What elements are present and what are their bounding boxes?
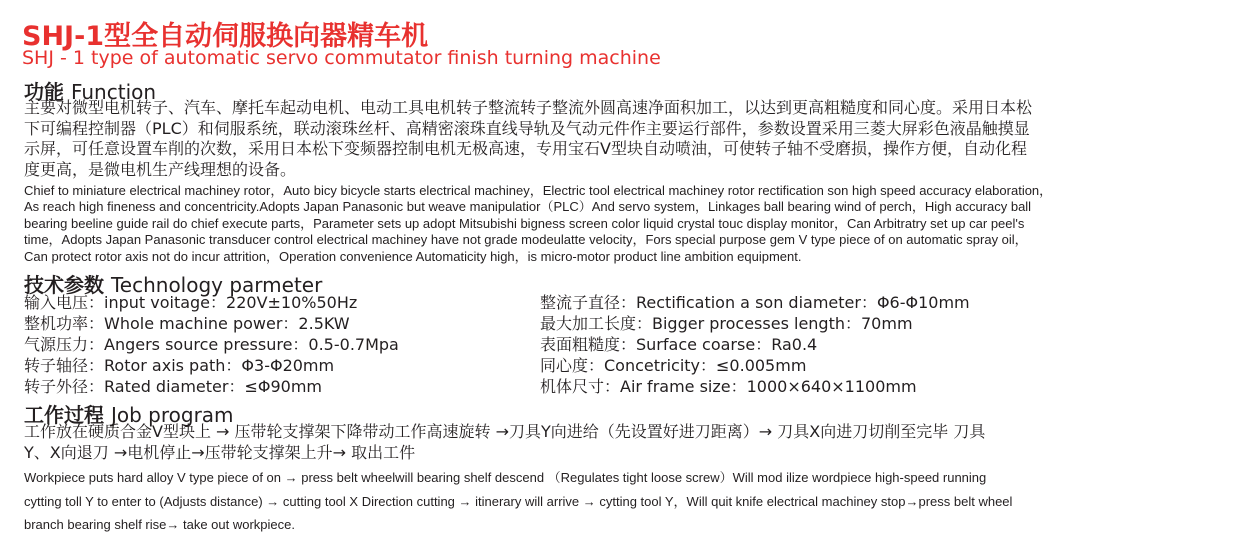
technology-heading-en: Technology parmeter — [110, 273, 323, 297]
job-cn-line: 工作放在硬质合金V型块上 → 压带轮支撑架下降带动工作高速旋转 →刀具Y向进给（先设置好进刀距离）→ 刀具X向进刀切削至完毕 刀具 — [24, 422, 986, 441]
function-cn-line: 下可编程控制器（PLC）和伺服系统，联动滚珠丝杆、高精密滚珠直线导轨及气动元件作主要运行部件，参数设置采用三菱大屏彩色液晶触摸显 — [24, 118, 1030, 138]
function-en-text — [24, 183, 1052, 265]
function-en-line: Chief to miniature electrical machiney rotor，Auto bicy bicycle starts electrical machiney，Electric tool electrical machiney rotor rectification son high speed accuracy elaboration， — [24, 183, 1053, 198]
job-heading-cn: 工作过程 — [24, 403, 104, 427]
spec-machine-power: 整机功率：Whole machine power：2.5KW — [24, 314, 350, 333]
title-cn: SHJ-1型全自动伺服换向器精车机 — [22, 21, 429, 52]
job-heading-en: Job program — [110, 403, 234, 427]
job-cn-line: Y、X向退刀 →电机停止→压带轮支撑架上升→ 取出工件 — [24, 442, 416, 462]
function-cn-line: 度更高，是微电机生产线理想的设备。 — [24, 159, 297, 179]
spec-commutator-diameter: 整流子直径：Rectification a son diameter：Φ6-Φ10mm — [540, 293, 970, 312]
job-en-text — [24, 466, 1012, 537]
job-en-line: cytting toll Y to enter to (Adjusts distance) → cutting tool X Direction cutting → itinerary will arrive → cytting tool Y，Will quit knife electrical machiney stop→press belt wheel — [24, 493, 1013, 509]
spec-input-voltage: 输入电压：input voitage：220V±10%50Hz — [24, 293, 358, 312]
spec-max-length: 最大加工长度：Bigger processes length：70mm — [540, 314, 913, 333]
function-cn-line: 示屏，可任意设置车削的次数，采用日本松下变频器控制电机无极高速，专用宝石V型块自动喷油，可使转子轴不受磨损，操作方便，自动化程 — [24, 139, 1027, 158]
function-en-line: time，Adopts Japan Panasonic transducer control electrical machiney have not grade modeulatte velocity，Fors special purpose gem V type piece of on automatic spray oil， — [24, 232, 1028, 248]
spec-surface-roughness: 表面粗糙度：Surface coarse：Ra0.4 — [540, 335, 818, 354]
job-cn-text — [24, 422, 985, 463]
tech-spec-left — [24, 292, 399, 397]
spec-rotor-axis: 转子轴径：Rotor axis path：Φ3-Φ20mm — [24, 356, 335, 375]
job-en-line: Workpiece puts hard alloy V type piece of on → press belt wheelwill bearing shelf descend （Regulates tight loose screw）Will mod ilize wordpiece high-speed running — [24, 470, 987, 485]
spec-rotor-diameter: 转子外径：Rated diameter：≤Φ90mm — [24, 377, 322, 396]
function-cn-text — [24, 98, 1032, 180]
technology-heading-cn: 技术参数 — [24, 273, 104, 297]
spec-air-pressure: 气源压力：Angers source pressure：0.5-0.7Mpa — [24, 335, 399, 354]
function-en-line: Can protect rotor axis not do incur attrition，Operation convenience Automaticity high，is micro-motor product line ambition equipment. — [24, 248, 802, 264]
function-en-line: As reach high fineness and concentricity.Adopts Japan Panasonic but weave manipulatior（PLC）And servo system，Linkages ball bearing wind of perch，High accuracy ball — [24, 199, 1032, 215]
function-cn-line: 主要对微型电机转子、汽车、摩托车起动电机、电动工具电机转子整流转子整流外圆高速净面积加工，以达到更高粗糙度和同心度。采用日本松 — [24, 98, 1033, 117]
job-en-line: branch bearing shelf rise→ take out workpiece. — [24, 517, 295, 532]
function-heading-en: Function — [70, 80, 157, 104]
spec-concentricity: 同心度：Concetricity：≤0.005mm — [540, 356, 807, 375]
tech-spec-right — [540, 292, 970, 397]
function-en-line: bearing beeline guide rail do chief execute parts，Parameter sets up adopt Mitsubishi bigness screen color liquid crystal touc display monitor，Can Arbitratry set up car peel's — [24, 215, 1025, 231]
spec-frame-size: 机体尺寸：Air frame size：1000×640×1100mm — [540, 377, 917, 396]
title-en: SHJ - 1 type of automatic servo commutator finish turning machine — [22, 47, 661, 69]
function-heading-cn: 功能 — [24, 80, 64, 104]
